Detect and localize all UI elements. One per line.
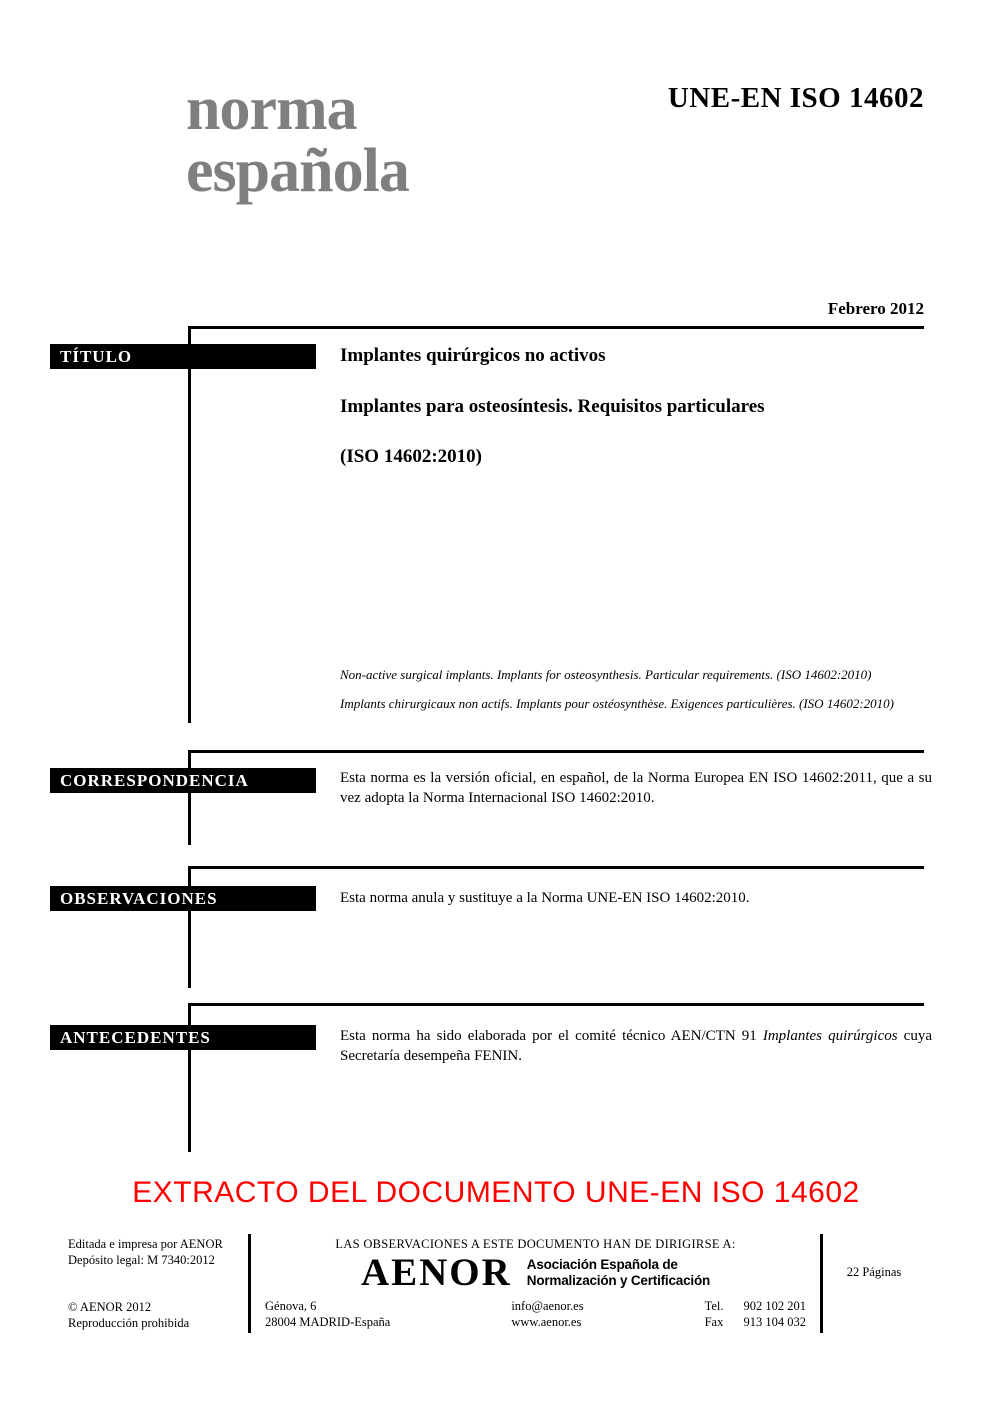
imprint-top-group xyxy=(68,1236,242,1269)
antecedentes-body: Esta norma ha sido elaborada por el comité técnico AEN/CTN 91 Implantes quirúrgicos cuya Secretaría desempeña FENIN. xyxy=(340,1028,932,1065)
imprint-bottom-group xyxy=(68,1299,242,1332)
logo-line-espanola: española xyxy=(186,137,409,205)
antecedentes-label: ANTECEDENTES xyxy=(60,1027,211,1047)
titulo-vertical-rule xyxy=(188,326,191,723)
legal-deposit: Depósito legal: M 7340:2012 xyxy=(68,1253,215,1268)
correspondencia-label: CORRESPONDENCIA xyxy=(60,770,249,790)
fax-number: 913 104 032 xyxy=(743,1314,806,1329)
norma-espanola-logo xyxy=(186,75,409,205)
titulo-label: TÍTULO xyxy=(60,346,133,366)
correspondencia-vertical-rule xyxy=(188,750,191,845)
extract-heading: EXTRACTO DEL DOCUMENTO UNE-EN ISO 14602 xyxy=(132,1176,860,1209)
footer-pages-column xyxy=(823,1234,925,1333)
footer xyxy=(65,1234,925,1333)
tagline-line-1: Asociación Española de xyxy=(526,1257,678,1273)
title-line-1: Implantes quirúrgicos no activos xyxy=(340,345,606,366)
page-count: 22 Páginas xyxy=(846,1265,902,1279)
title-line-3: (ISO 14602:2010) xyxy=(340,446,482,467)
titulo-top-rule xyxy=(188,326,924,329)
copyright: © AENOR 2012 xyxy=(68,1299,152,1314)
web-block xyxy=(511,1298,583,1331)
antecedentes-top-rule xyxy=(188,1003,924,1006)
address-block xyxy=(265,1298,390,1331)
title-translation-fr: Implants chirurgicaux non actifs. Implants pour ostéosynthèse. Exigences particulières. (ISO 14602:2010) xyxy=(340,696,894,711)
footer-imprint-column xyxy=(65,1234,248,1333)
logo-line-norma: norma xyxy=(186,75,357,143)
observaciones-top-rule xyxy=(188,866,924,869)
edited-by: Editada e impresa por AENOR xyxy=(68,1237,223,1251)
web-address: www.aenor.es xyxy=(511,1314,582,1329)
observations-notice: LAS OBSERVACIONES A ESTE DOCUMENTO HAN DE DIRIGIRSE A: xyxy=(335,1237,736,1251)
phone-block xyxy=(705,1298,806,1331)
correspondencia-bar xyxy=(50,768,316,793)
tel-number: 902 102 201 xyxy=(743,1298,806,1313)
observaciones-bar xyxy=(50,886,316,911)
tagline-line-2: Normalización y Certificación xyxy=(526,1272,711,1288)
observaciones-vertical-rule xyxy=(188,866,191,988)
correspondencia-top-rule xyxy=(188,750,924,753)
tel-label: Tel. xyxy=(704,1298,724,1313)
issue-date: Febrero 2012 xyxy=(827,299,924,318)
address-city: 28004 MADRID-España xyxy=(265,1314,391,1329)
email-address: info@aenor.es xyxy=(511,1298,584,1313)
reproduction-notice: Reproducción prohibida xyxy=(68,1315,190,1330)
observaciones-body: Esta norma anula y sustituye a la Norma UNE-EN ISO 14602:2010. xyxy=(340,890,750,906)
observaciones-label: OBSERVACIONES xyxy=(60,888,218,908)
correspondencia-body: Esta norma es la versión oficial, en español, de la Norma Europea EN ISO 14602:2011, que a su vez adopta la Norma Internacional ISO 14602:2010. xyxy=(340,770,932,807)
antecedentes-bar xyxy=(50,1025,316,1050)
aenor-logo: AENOR xyxy=(360,1251,512,1295)
footer-center-column xyxy=(251,1234,820,1333)
address-street: Génova, 6 xyxy=(265,1298,317,1313)
fax-label: Fax xyxy=(704,1314,724,1329)
document-code: UNE-EN ISO 14602 xyxy=(667,82,924,114)
titulo-bar xyxy=(50,344,316,369)
title-translation-en: Non-active surgical implants. Implants for osteosynthesis. Particular requirements. (ISO 14602:2010) xyxy=(340,667,872,682)
aenor-logo-row xyxy=(257,1251,814,1295)
title-line-2: Implantes para osteosíntesis. Requisitos particulares xyxy=(340,396,765,417)
aenor-tagline xyxy=(527,1257,710,1288)
footer-contact-row xyxy=(257,1298,814,1332)
